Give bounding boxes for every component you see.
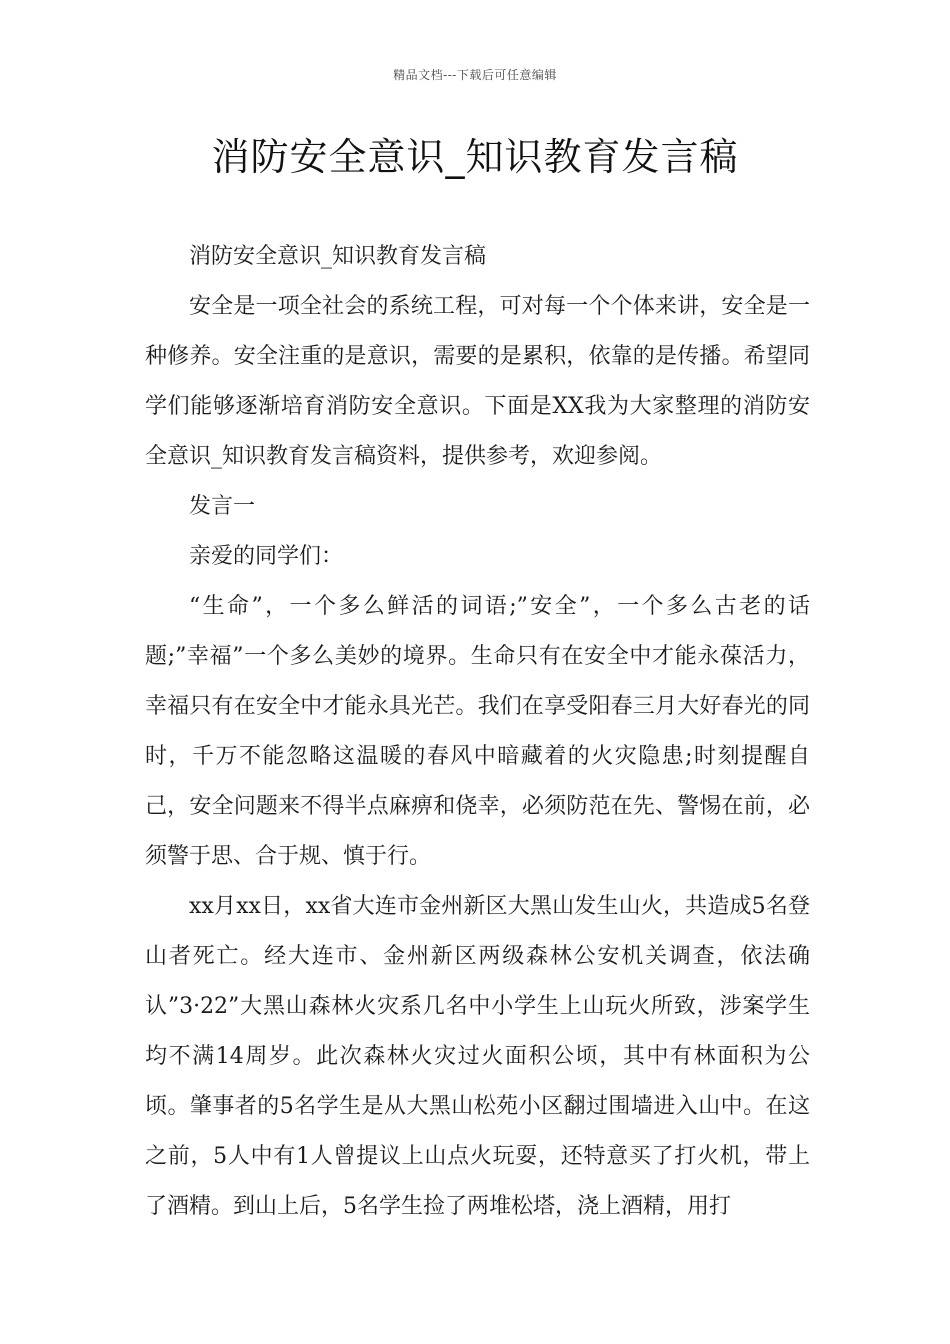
section-heading: 发言一 (189, 494, 256, 519)
body-paragraph: “生命”，一个多么鲜活的词语;”安全”，一个多么古老的话题;”幸福”一个多么美妙的境界。生命只有在安全中才能永葆活力，幸福只有在安全中才能永具光芒。我们在享受阳春三月大好春光的同时，千万不能忽略这温暖的春风中暗藏着的火灾隐患;时刻提醒自己，安全问题来不得半点麻痹和侥幸，必须防范在先、警惕在前，必须警于思、合于规、慎于行。 (145, 594, 810, 869)
subtitle-paragraph: 消防安全意识_知识教育发言稿 (189, 244, 487, 269)
document-title: 消防安全意识_知识教育发言稿 (211, 135, 739, 179)
header-note: 精品文档---下载后可任意编辑 (393, 68, 557, 82)
document-body (145, 232, 810, 1232)
intro-paragraph: 安全是一项全社会的系统工程，可对每一个个体来讲，安全是一种修养。安全注重的是意识，需要的是累积，依靠的是传播。希望同学们能够逐渐培育消防安全意识。下面是XX我为大家整理的消防安全意识_知识教育发言稿资料，提供参考，欢迎参阅。 (145, 294, 810, 469)
salutation: 亲爱的同学们： (189, 544, 344, 569)
body-paragraph: xx月xx日，xx省大连市金州新区大黑山发生山火，共造成5名登山者死亡。经大连市、金州新区两级森林公安机关调查，依法确认”3·22”大黑山森林火灾系几名中小学生上山玩火所致，涉案学生均不满14周岁。此次森林火灾过火面积公顷，其中有林面积为公顷。肇事者的5名学生是从大黑山松苑小区翻过围墙进入山中。在这之前，5人中有1人曾提议上山点火玩耍，还特意买了打火机，带上了酒精。到山上后，5名学生捡了两堆松塔，浇上酒精，用打 (145, 894, 810, 1219)
